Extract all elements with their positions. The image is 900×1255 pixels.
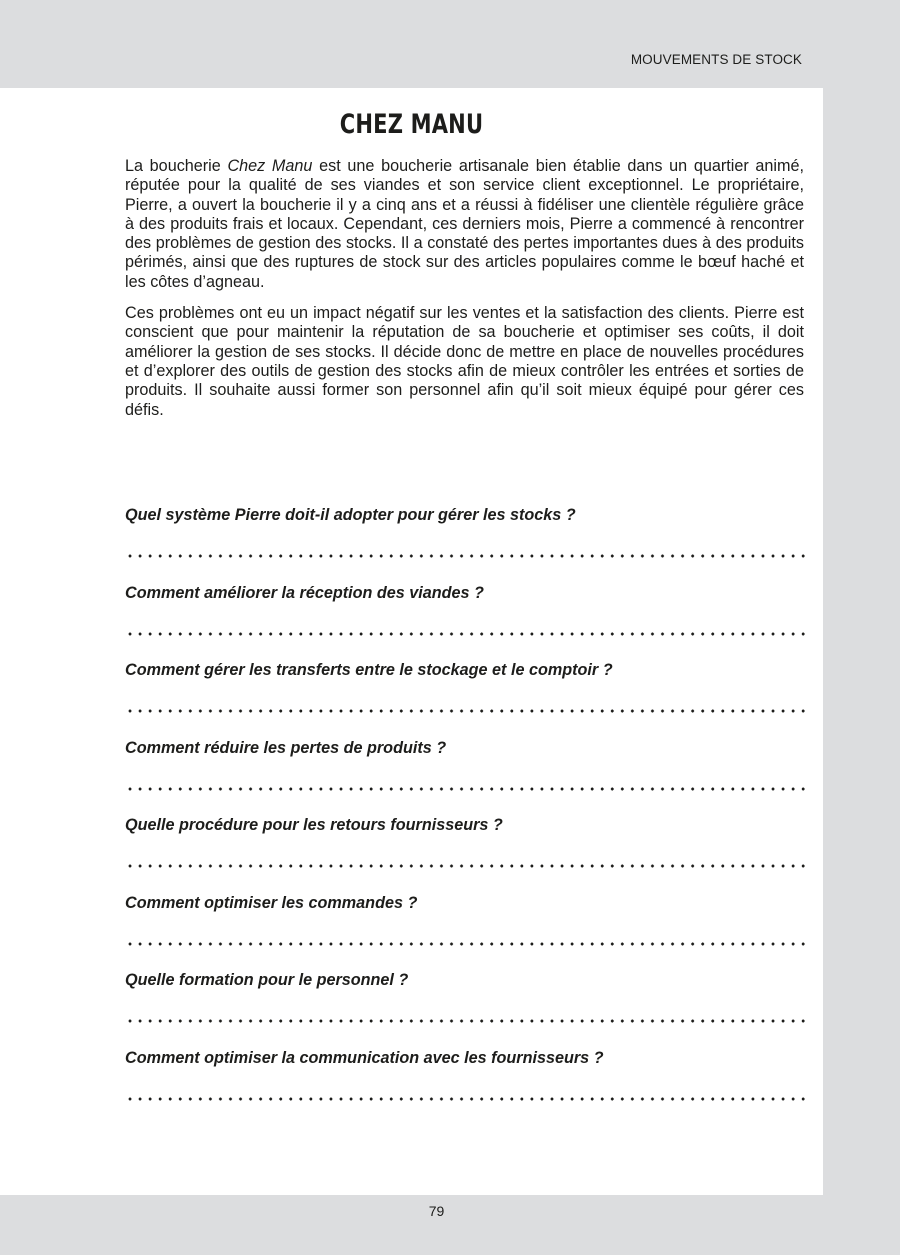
question-text: Quelle procédure pour les retours fournisseurs ? [125,816,503,834]
question-block [125,739,806,817]
answer-line[interactable] [125,1097,806,1101]
question-text: Comment gérer les transferts entre le stockage et le comptoir ? [125,661,613,679]
question-block [125,1049,806,1127]
question-text: Comment améliorer la réception des viandes ? [125,583,484,602]
question-text: Comment réduire les pertes de produits ? [125,738,447,757]
case-study-title: CHEZ MANU [339,109,484,140]
answer-line[interactable] [125,942,806,946]
question-block [125,816,806,894]
question-block [125,506,806,584]
question-text: Quelle formation pour le personnel ? [125,971,409,989]
question-text: Comment optimiser la communication avec les fournisseurs ? [125,1048,604,1067]
question-block [125,894,806,972]
answer-line[interactable] [125,1019,806,1023]
question-text: Comment optimiser les commandes ? [125,893,418,912]
page-number: 79 [428,1203,445,1219]
answer-line[interactable] [125,554,806,558]
paragraph-1 [125,157,804,292]
questions-list [125,506,806,1126]
paragraph-1-rest: est une boucherie artisanale bien établie dans un quartier animé, réputée pour la qualité de ses viandes et son service client exceptionnel. Le propriétaire, Pierre, a ouvert la boucherie il y a cinq ans et a réussi à fidéliser une clientèle régulière grâce à des produits frais et locaux. Cependant, ces derniers mois, Pierre a commencé à rencontrer des problèmes de gestion des stocks. Il a constaté des pertes importantes dues à des produits périmés, ainsi que des ruptures de stock sur des articles populaires comme le bœuf haché et les côtes d’agneau. [125,157,804,291]
running-header: MOUVEMENTS DE STOCK [630,52,802,67]
question-text: Quel système Pierre doit-il adopter pour gérer les stocks ? [125,506,576,524]
question-block [125,971,806,1049]
answer-line[interactable] [125,632,806,636]
answer-line[interactable] [125,709,806,713]
question-block [125,584,806,662]
answer-line[interactable] [125,787,806,791]
question-block [125,661,806,739]
paragraph-2: Ces problèmes ont eu un impact négatif sur les ventes et la satisfaction des clients. Pierre est conscient que pour maintenir la réputation de sa boucherie et optimiser ses coûts, il doit améliorer la gestion de ses stocks. Il décide donc de mettre en place de nouvelles procédures et d’explorer des outils de gestion des stocks afin de mieux contrôler les entrées et sorties de produits. Il souhaite aussi former son personnel afin qu’il soit mieux équipé pour gérer ces défis. [125,304,804,419]
answer-line[interactable] [125,864,806,868]
case-study-panel [0,88,823,1195]
case-study-body [125,157,804,432]
business-name: Chez Manu [227,157,313,175]
paragraph-1-start: La boucherie [125,157,228,175]
